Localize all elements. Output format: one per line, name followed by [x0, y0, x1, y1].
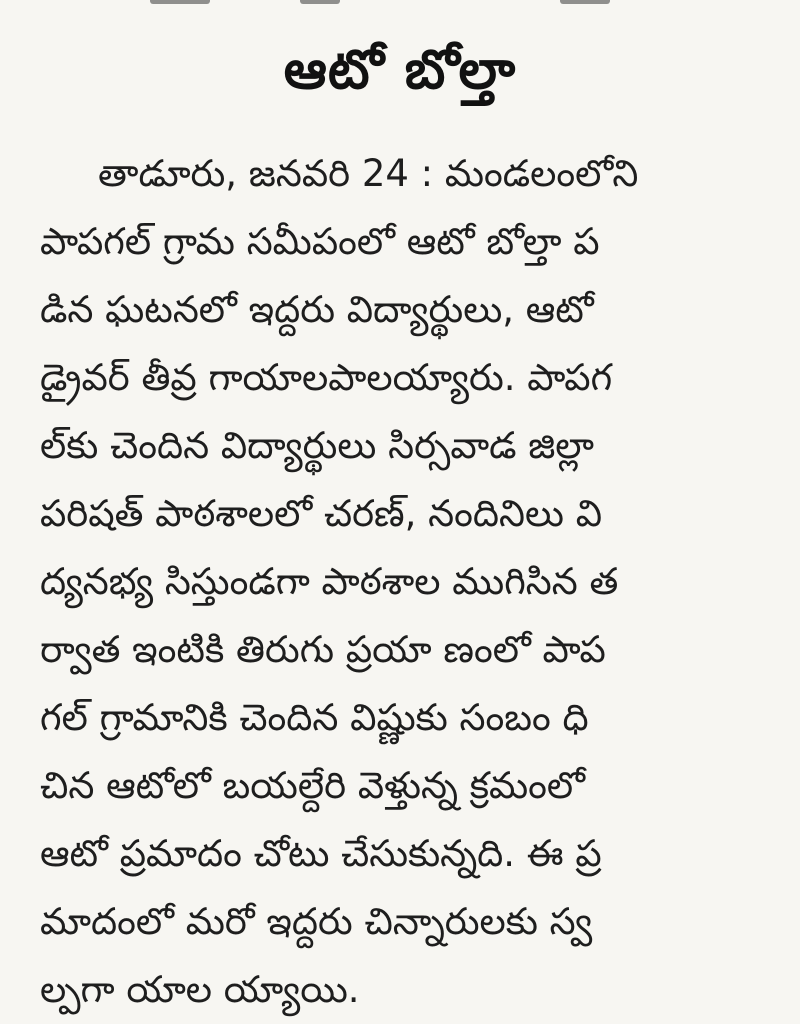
- body-line: తాడూరు, జనవరి 24 : మండలంలోని: [98, 152, 639, 195]
- body-line: డ్రైవర్ తీవ్ర గాయాలపాలయ్యారు. పాపగ: [40, 356, 613, 399]
- body-line: పరిషత్ పాఠశాలలో చరణ్, నందినిలు వి: [40, 492, 603, 535]
- body-line: మాదంలో మరో ఇద్దరు చిన్నారులకు స్వ: [40, 900, 593, 943]
- article-body: [40, 140, 770, 1024]
- body-line: చిన ఆటోలో బయల్దేరి వెళ్తున్న క్రమంలో: [40, 764, 585, 807]
- body-line: ద్యనభ్య సిస్తుండగా పాఠశాల ముగిసిన త: [40, 560, 619, 603]
- body-line: గల్ గ్రామానికి చెందిన విష్ణుకు సంబం ధి: [40, 696, 589, 739]
- body-line: డిన ఘటనలో ఇద్దరు విద్యార్థులు, ఆటో: [40, 288, 594, 331]
- headline: ఆటో బోల్తా: [283, 38, 517, 101]
- body-line: ఆటో ప్రమాదం చోటు చేసుకున్నది. ఈ ప్ర: [40, 832, 602, 875]
- body-line: ర్వాత ఇంటికి తిరుగు ప్రయా ణంలో పాప: [40, 628, 606, 671]
- body-line: పాపగల్ గ్రామ సమీపంలో ఆటో బోల్తా ప: [40, 220, 600, 263]
- body-line: ల్‌కు చెందిన విద్యార్థులు సిర్సవాడ జిల్లా: [40, 424, 595, 467]
- body-line: ల్పగా యాల య్యాయి.: [40, 968, 360, 1011]
